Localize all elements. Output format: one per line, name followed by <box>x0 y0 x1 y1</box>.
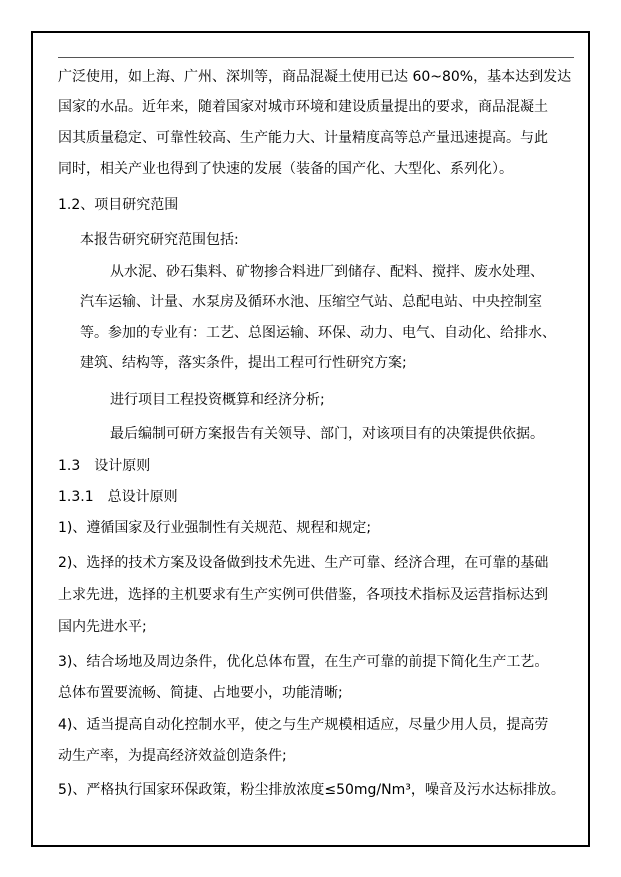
list-item: 1)、遵循国家及行业强制性有关规范、规程和规定; <box>58 520 372 536</box>
list-item-continuation: 总体布置要流畅、简捷、占地要小，功能清晰; <box>58 685 343 701</box>
body-text-line: 本报告研究研究范围包括: <box>80 232 239 248</box>
list-item: 5)、严格执行国家环保政策，粉尘排放浓度≤50mg/Nm³，噪音及污水达标排放。 <box>58 782 565 798</box>
body-text-line: 从水泥、砂石集料、矿物掺合料进厂到储存、配料、搅拌、废水处理、 <box>110 264 544 280</box>
section-heading-1-2: 1.2、项目研究范围 <box>58 197 179 213</box>
body-text-line: 汽车运输、计量、水泵房及循环水池、压缩空气站、总配电站、中央控制室 <box>80 294 542 310</box>
body-text-line: 国家的水品。近年来，随着国家对城市环境和建设质量提出的要求，商品混凝土 <box>58 99 548 115</box>
section-heading-1-3-1: 1.3.1 总设计原则 <box>58 489 178 505</box>
list-item: 3)、结合场地及周边条件，优化总体布置，在生产可靠的前提下简化生产工艺。 <box>58 654 549 670</box>
header-rule <box>58 57 574 58</box>
list-item-continuation: 上求先进，选择的主机要求有生产实例可供借鉴，各项技术指标及运营指标达到 <box>58 587 548 603</box>
list-item-continuation: 动生产率，为提高经济效益创造条件; <box>58 748 287 764</box>
body-text-line: 最后编制可研方案报告有关领导、部门，对该项目有的决策提供依据。 <box>110 426 544 442</box>
body-text-line: 广泛使用，如上海、广州、深圳等，商品混凝土使用已达 60~80%，基本达到发达 <box>58 69 572 85</box>
list-item: 2)、选择的技术方案及设备做到技术先进、生产可靠、经济合理，在可靠的基础 <box>58 555 549 571</box>
body-text-line: 因其质量稳定、可靠性较高、生产能力大、计量精度高等总产量迅速提高。与此 <box>58 130 548 146</box>
body-text-line: 同时，相关产业也得到了快速的发展（装备的国产化、大型化、系列化）。 <box>58 161 513 177</box>
section-heading-1-3: 1.3 设计原则 <box>58 458 151 474</box>
body-text-line: 建筑、结构等，落实条件，提出工程可行性研究方案; <box>80 355 407 371</box>
body-text-line: 等。参加的专业有：工艺、总图运输、环保、动力、电气、自动化、给排水、 <box>80 325 556 341</box>
list-item: 4)、适当提高自动化控制水平，使之与生产规模相适应，尽量少用人员，提高劳 <box>58 717 549 733</box>
list-item-continuation: 国内先进水平; <box>58 619 147 635</box>
body-text-line: 进行项目工程投资概算和经济分析; <box>110 392 325 408</box>
